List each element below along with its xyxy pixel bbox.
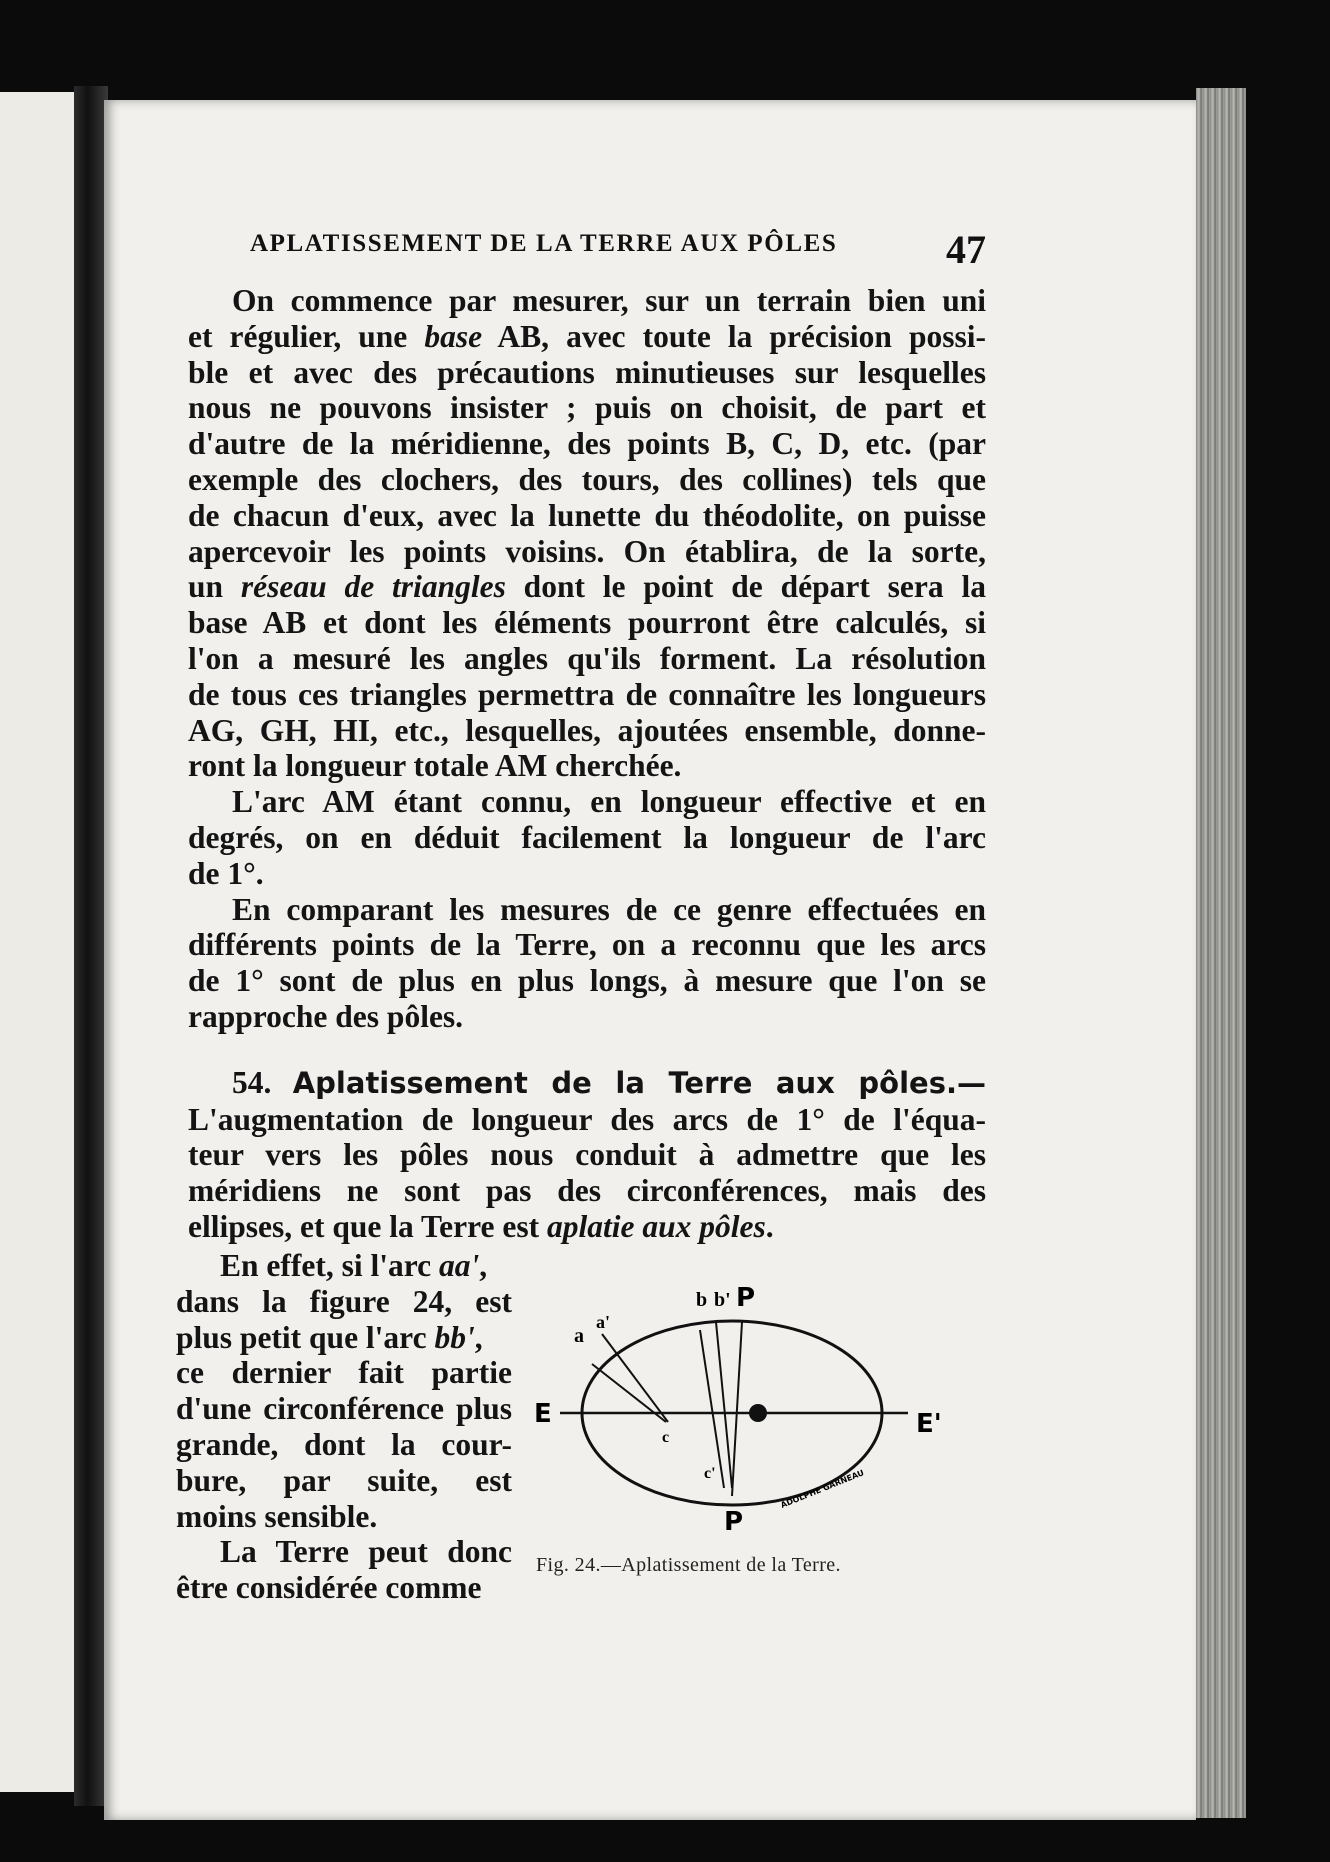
column-line <box>176 1284 512 1320</box>
text-run: être considérée comme <box>176 1570 482 1606</box>
text-line <box>188 283 986 319</box>
text-line <box>188 319 986 355</box>
text-line <box>188 569 986 605</box>
label-c: c <box>662 1429 670 1446</box>
text-run: ront la longueur totale AM cherchée. <box>188 748 682 784</box>
column-line <box>176 1320 512 1356</box>
label-p-bottom: P <box>724 1507 744 1537</box>
text-line: L'arc AM étant connu, en longueur effective et en <box>232 784 986 820</box>
text-run: teur vers les pôles nous conduit à admettre que les <box>188 1137 986 1173</box>
text-line <box>188 677 986 713</box>
label-c-prime: c' <box>704 1465 716 1482</box>
text-line <box>188 641 986 677</box>
text-line: de 1° sont de plus en plus longs, à mesure que l'on se <box>188 963 986 999</box>
text-line: En comparant les mesures de ce genre effectuées en <box>232 891 986 927</box>
column-line <box>176 1463 512 1499</box>
text-line <box>188 1102 986 1138</box>
text-run: base AB et dont les éléments pourront être calculés, si <box>188 605 986 641</box>
text-line: degrés, on en déduit facilement la longueur de l'arc <box>188 819 986 855</box>
text-run: apercevoir les points voisins. On établira, de la sorte, <box>188 533 986 569</box>
text-run: de tous ces triangles permettra de connaître les longueurs <box>188 676 986 712</box>
text-line <box>188 748 986 784</box>
column-line <box>176 1355 512 1391</box>
text-run: , <box>474 1319 483 1355</box>
text-run: ble et avec des précautions minutieuses sur lesquelles <box>188 354 986 390</box>
running-head: APLATISSEMENT DE LA TERRE AUX PÔLES <box>250 230 838 257</box>
label-p-top: P <box>736 1283 756 1313</box>
emphasis: aa' <box>439 1248 480 1283</box>
text-line <box>188 390 986 426</box>
section-heading-line <box>188 1065 986 1102</box>
label-a: a <box>574 1325 584 1347</box>
emphasis: réseau de triangles <box>240 569 506 605</box>
main-text <box>188 283 986 1245</box>
text-line <box>188 1209 986 1245</box>
page-edges <box>1196 88 1246 1818</box>
text-run: un <box>188 569 241 605</box>
column-line <box>176 1499 512 1535</box>
text-run: nous ne pouvons insister ; puis on choisit, de part et <box>188 390 986 426</box>
text-run: exemple des clochers, des tours, des collines) tels que <box>188 461 986 497</box>
text-run: l'on a mesuré les angles qu'ils forment. La résolution <box>188 640 986 676</box>
text-line <box>188 462 986 498</box>
text-line <box>188 355 986 391</box>
text-run: d'autre de la méridienne, des points B, C, D, etc. (par <box>188 426 986 462</box>
label-a-prime: a' <box>596 1312 611 1332</box>
text-run: En effet, si l'arc <box>220 1248 439 1283</box>
text-run: d'une circonférence plus <box>176 1391 512 1427</box>
text-run: ellipses, et que la Terre est <box>188 1208 548 1244</box>
column-line <box>176 1570 512 1606</box>
column-line <box>176 1534 512 1570</box>
paragraph-3 <box>188 892 986 1035</box>
text-run: et régulier, une <box>188 318 425 354</box>
text-run: méridiens ne sont pas des circonférences, mais des <box>188 1173 986 1209</box>
label-e-right: E' <box>916 1409 942 1439</box>
facing-page-edge <box>0 92 74 1792</box>
book-gutter <box>74 86 108 1806</box>
text-line <box>188 426 986 462</box>
text-line <box>188 1137 986 1173</box>
label-e-left: E <box>534 1399 552 1429</box>
column-line <box>176 1248 512 1284</box>
text-run: dont le point de départ sera la <box>505 569 986 605</box>
label-b: b <box>696 1289 708 1311</box>
label-b-prime: b' <box>714 1289 731 1311</box>
emphasis: bb' <box>434 1319 475 1355</box>
text-run: grande, dont la cour- <box>176 1426 512 1462</box>
text-line: différents points de la Terre, on a reconnu que les arcs <box>188 927 986 963</box>
text-run: ce dernier fait partie <box>176 1355 512 1391</box>
radius-b-prime <box>716 1322 732 1488</box>
engraver-signature: ADOLPHE GARNEAU <box>779 1468 866 1510</box>
section-54 <box>188 1065 986 1245</box>
text-line <box>188 534 986 570</box>
text-line <box>188 498 986 534</box>
figure-caption: Fig. 24.—Aplatissement de la Terre. <box>536 1554 841 1576</box>
section-title: Aplatissement de la Terre aux pôles.— <box>292 1065 986 1100</box>
radius-a-prime <box>602 1334 668 1422</box>
text-run: moins sensible. <box>176 1498 378 1534</box>
paragraph-1 <box>188 283 986 784</box>
section-number: 54. <box>232 1064 272 1100</box>
text-run: plus petit que l'arc <box>176 1319 435 1355</box>
text-run: dans la figure 24, est <box>176 1283 512 1319</box>
column-line <box>176 1391 512 1427</box>
text-run: On commence par mesurer, sur un terrain bien uni <box>232 283 986 318</box>
figure-24-ellipse <box>520 1270 980 1570</box>
text-run: L'augmentation de longueur des arcs de 1° de l'équa- <box>188 1101 986 1137</box>
text-line <box>188 713 986 749</box>
emphasis: aplatie aux pôles <box>547 1208 766 1244</box>
axis-line <box>732 1322 742 1496</box>
text-run: AB, avec toute la précision possi- <box>482 318 986 354</box>
center-point <box>749 1404 767 1422</box>
paragraph-2 <box>188 784 986 891</box>
text-run: bure, par suite, est <box>176 1462 512 1498</box>
text-run: , <box>479 1248 488 1283</box>
text-run: AG, GH, HI, etc., lesquelles, ajoutées ensemble, donne- <box>188 712 986 748</box>
text-run: . <box>765 1208 774 1244</box>
text-run: La Terre peut donc <box>220 1534 512 1570</box>
text-run: de chacun d'eux, avec la lunette du théodolite, on puisse <box>188 497 986 533</box>
column-line <box>176 1427 512 1463</box>
figure-side-text <box>176 1248 512 1606</box>
page-number: 47 <box>946 227 986 272</box>
text-line <box>188 605 986 641</box>
text-line <box>188 1173 986 1209</box>
text-line: de 1°. <box>188 855 264 891</box>
emphasis: base <box>424 318 483 354</box>
text-line: rapproche des pôles. <box>188 998 464 1034</box>
